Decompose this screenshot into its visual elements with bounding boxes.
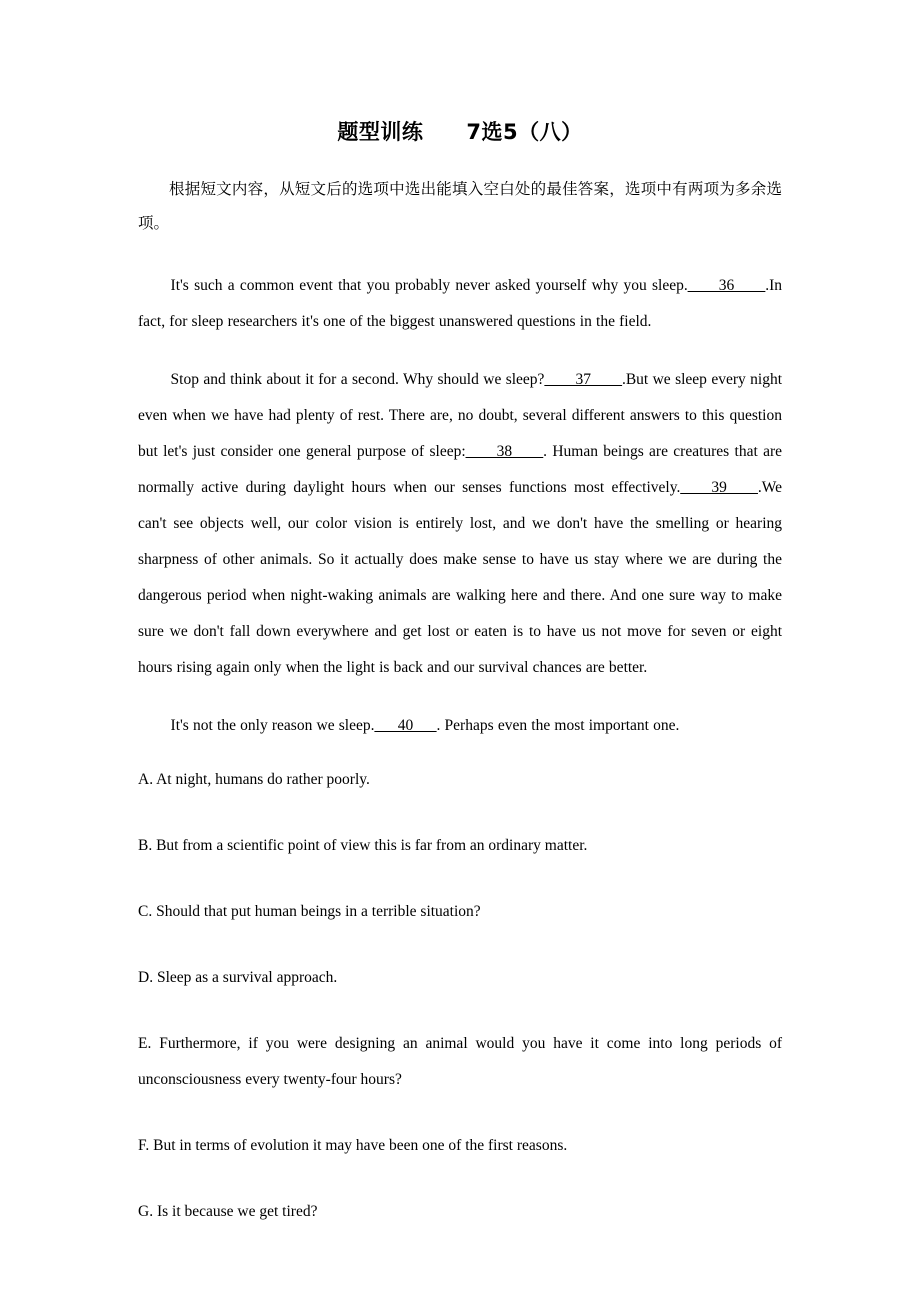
passage-text: It's not the only reason we sleep. [170, 717, 375, 735]
passage-text: Stop and think about it for a second. Why should we sleep? [170, 371, 545, 389]
passage-text: . Perhaps even the most important one. [436, 717, 680, 735]
options-list [138, 744, 782, 1230]
instructions-paragraph: 根据短文内容，从短文后的选项中选出能填入空白处的最佳答案，选项中有两项为多余选项。 [138, 180, 782, 233]
passage-text: It's such a common event that you probably never asked yourself why you sleep. [170, 277, 688, 295]
option-item-a[interactable]: A. At night, humans do rather poorly. [138, 771, 370, 789]
option-item-c[interactable]: C. Should that put human beings in a terrible situation? [138, 903, 481, 921]
passage-text: . Human beings are creatures that are normally active during daylight hours when our senses functions most effectively. [138, 443, 782, 497]
passage-paragraph [138, 240, 782, 340]
passage-text: .We can't see objects well, our color vision is entirely lost, and we don't have the smelling or hearing sharpness of other animals. So it actually does make sense to have us stay where we are during the dangerous period when night-waking animals are walking here and there. And one sure way to make sure we don't fall down everywhere and get lost or eaten is to have us not move for seven or eight hours rising again only when the light is back and our survival chances are better. [138, 479, 782, 677]
document-content [138, 0, 782, 1230]
answer-blank[interactable]: ___40___ [374, 717, 437, 735]
passage-paragraph [138, 686, 782, 744]
option-item-e[interactable]: E. Furthermore, if you were designing an animal would you have it come into long periods of unconsciousness every twenty-four hours? [138, 1035, 782, 1089]
page-title: 题型训练 7选5（八） [337, 120, 583, 144]
option-item-f[interactable]: F. But in terms of evolution it may have been one of the first reasons. [138, 1137, 568, 1155]
answer-blank[interactable]: ____36____ [687, 277, 766, 295]
option-item-d[interactable]: D. Sleep as a survival approach. [138, 969, 338, 987]
passage-text: .But we sleep every night even when we have had plenty of rest. There are, no doubt, several different answers to this question but let's just consider one general purpose of sleep: [138, 371, 782, 461]
answer-blank[interactable]: ____38____ [465, 443, 544, 461]
answer-blank[interactable]: ____39____ [680, 479, 758, 497]
option-item-b[interactable]: B. But from a scientific point of view this is far from an ordinary matter. [138, 837, 588, 855]
passage-text: .In fact, for sleep researchers it's one of the biggest unanswered questions in the field. [138, 277, 782, 331]
passage-paragraph [138, 340, 782, 686]
option-item-g[interactable]: G. Is it because we get tired? [138, 1203, 318, 1221]
passage-body [138, 240, 782, 744]
answer-blank[interactable]: ____37____ [544, 371, 622, 389]
